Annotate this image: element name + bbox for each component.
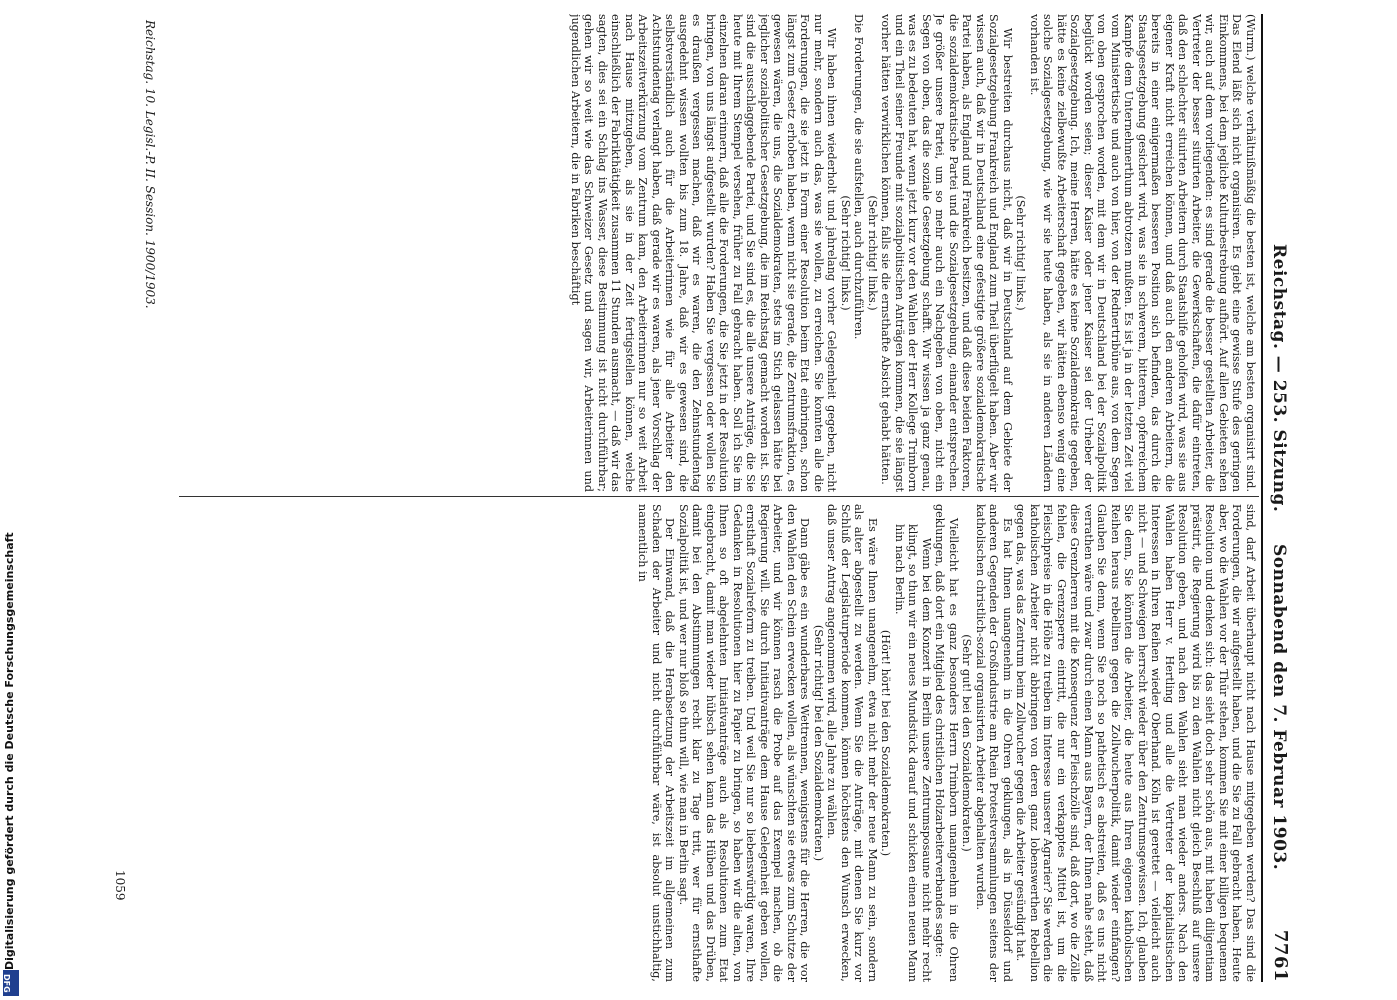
paragraph: Wir bestreiten durchaus nicht, daß wir in Deutschland auf dem Gebiete der Sozialgesetzgebung Frankreich und England zum Theil überflügelt haben. Aber wir wissen auch, daß wir in Deutschland eine gefestigte größere sozialdemokratische Partei haben, als England und Frankreich besitzen, und daß diese beiden Faktoren, die sozialdemokratische Partei und die Sozialgesetzgebung, einander entsprechen. Je größer unsere Partei, um so mehr auch ein Nachgeben von oben, nicht ein Segen von oben, das die soziale Gesetzgebung schafft. Wir wissen ja ganz genau, was es zu bedeuten hat, wenn jetzt kurz vor den Wahlen der Herr Kollege Trimborn und ein Theil seiner Freunde mit sozialpolitischen Anträgen kommen, die sie längst vorher hätten verwirklichen können, falls sie die ernsthafte Absicht gehabt hätten. xyxy=(879,14,1014,492)
paragraph: Die Forderungen, die sie aufstellen, auch durchzuführen. xyxy=(852,14,866,340)
column-divider xyxy=(179,496,1259,497)
credit-strip xyxy=(0,0,22,1000)
paragraph: Der Einwand, daß die Herabsetzung der Arbeitszeit im allgemeinen zum Schaden der Arbeiter und nicht durchführbar wäre, ist absolut unstichhaltig, namentlich in xyxy=(636,504,677,982)
interjection: (Sehr richtig! links.) xyxy=(1014,195,1028,311)
rotated-print-page xyxy=(77,0,1297,1000)
interjection: (Sehr richtig! bei den Sozialdemokraten.) xyxy=(812,624,825,862)
right-column xyxy=(177,504,1257,982)
footer-citation: Reichstag. 10. Legisl.-P. II. Session. 1900/1903. xyxy=(143,20,157,309)
quotation: Wenn bei dem Konzert in Berlin unsere Zentrumsposaune nicht mehr recht klingt, so thun wir ein neues Mundstück darauf und schicken einen neuen Mann hin nach Berlin. xyxy=(893,524,933,982)
interjection: (Sehr gut! bei den Sozialdemokraten.) xyxy=(960,634,974,852)
digitization-credit: Digitalisierung gefördert durch die Deutsche Forschungsgemeinschaft xyxy=(3,532,16,970)
interjection: (Sehr richtig! links.) xyxy=(839,195,852,311)
paragraph: (Wurm.) welche verhältnißmäßig die besten ist, welche am besten organisirt sind. Das Elend läßt sich nicht organisiren. Es giebt eine gewisse Stufe des geringen Einkommens, bei dem jegliche Kulturbestrebung aufhört. Auf allen Gebieten sehen wir, auch auf dem vorliegenden: es sind gerade die besser gestellten Arbeiter, die Vertreter der besser situirten Arbeiter, die Gewerkschaften, die dafür eintreten, daß den schlechter situirten Arbeitern durch Staatshilfe geholfen wird, was sie aus eigener Kraft nicht erreichen können, und daß auch den anderen Arbeitern, die bereits in einer einigermaßen besseren Position sich befinden, das durch die Staatsgesetzgebung gesichert wird, was sie in schwerem, bitterem, opferreichem Kampfe dem Unternehmerthum abtrotzen mußten. Es ist ja in der letzten Zeit viel vom Ministertische und auch von hier, von der Rednertribüne aus, von dem Segen von oben gesprochen worden, mit dem wir in Deutschland bei der Sozialpolitik beglückt worden seien; dieser Kaiser oder jener Kaiser sei der Urheber der Sozialgesetzgebung. Ich, meine Herren, hätte es keine Sozialdemokratie gegeben, hätte es keine zielbewußte Arbeiterschaft gegeben, wir hätten ebenso wenig eine solche Sozialgesetzgebung, wie wir sie heute haben, als sie in anderen Ländern vorhanden ist. xyxy=(1028,14,1257,492)
paragraph: Es wäre Ihnen unangenehm, etwa nicht mehr der neue Mann zu sein, sondern als alter abgestellt zu werden. Wenn Sie die Anträge, mit denen Sie kurz vor Schluß der Legislaturperiode kommen, können höchstens den Wunsch erwecken, daß unser Antrag angenommen wird, alle Jahre zu wählen. xyxy=(825,504,879,982)
interjection: (Sehr richtig! links.) xyxy=(866,195,879,311)
interjection: (Hört! hört! bei den Sozialdemokraten.) xyxy=(879,629,893,857)
paragraph: Dann gäbe es ein wunderbares Wettrennen, wenigstens für die Herren, die vor den Wahlen den Schein erwecken wollen, als wünschten sie etwas zum Schutze der Arbeiter, und wir können rasch die Probe auf das Exempel machen, ob die Regierung will. Sie durch Initiativanträge dem Hause Gelegenheit geben wollen, ernsthaft Sozialreform zu treiben. Und weil Sie nur so liebenswürdig waren, Ihre Gedanken in Resolutionen hier zu Papier zu bringen, so haben wir die alten, von Ihnen so oft abgelehnten Initiativanträge auch als Resolutionen zum Etat eingebracht, damit man wieder hübsch sehen kann das Hüben und das Drüben, damit bei den Abstimmungen recht klar zu Tage tritt, wer für ernsthafte Sozialpolitik ist, und wer nur bloß so thun will, wie man in Berlin sagt. xyxy=(677,504,812,982)
header-rule xyxy=(1261,14,1263,982)
left-column xyxy=(137,14,1257,492)
page-number: 7761 xyxy=(1270,929,1291,982)
paragraph: Vielleicht hat es ganz besonders Herrn Trimborn unangenehm in die Ohren geklungen, daß dort ein Mitglied des christlichen Holzarbeiterverbandes sagte: xyxy=(933,504,960,982)
paragraph: sind, darf Arbeit überhaupt nicht nach Hause mitgegeben werden? Das sind die Forderungen, die wir aufgestellt haben, und die Sie zu Fall gebracht haben. Heute aber, wo die Wahlen vor der Thür stehen, kommen Sie mit einer billigen bequemen Resolution und denken sich: das sieht doch sehr schön aus, mit haben diligentiam prästirt, die Regierung wird bis zu den Wahlen nicht gleich Beschluß auf unsere Resolution geben, und nach den Wahlen sieht man wieder anders. Nach den Wahlen haben Herr v. Hertling und alle die Vertreter der kapitalistischen Interessen in Ihren Reihen wieder Oberhand. Köln ist gerettet — vielleicht auch nicht — und Schweigen herrscht wieder über den Zentrumsgewissen. Ich, glauben Sie denn, Sie könnten die Arbeiter, die heute aus Ihren eigenen katholischen Reihen heraus rebelliren gegen die Zollwucherpolitik, damit wieder einfangen? Glauben Sie denn, wenn Sie noch so pathetisch es abstreiten, daß es uns nicht verrathen wäre und zwar durch einen Mann aus Bayern, der Ihnen nahe steht, daß diese Grenzherren mit die Konsequenz der Fleischzölle sind, daß dort, wo die Zölle fehlen, die Grenzsperre eintritt, die nur ein verkapptes Mittel ist, um die Fleischpreise in die Höhe zu treiben im Interesse unserer Agrarier? Sie werden die katholischen Arbeiter nicht abbringen von deren ganz lobenswerthen Rebellion gegen das, was das Zentrum beim Zollwucher gegen die Arbeiter gesündigt hat. xyxy=(1014,504,1257,982)
header-session-title: Reichstag. — 253. Sitzung. xyxy=(1269,244,1289,513)
paragraph: Es hat Ihnen unangenehm in die Ohren geklungen, als in Düsseldorf und anderen Gegenden der Großindustrie am Rhein Protestversammlungen seitens der katholischen christlich-sozial organisirten Arbeiter abgehalten wurden. xyxy=(974,504,1014,982)
dfg-logo: DFG xyxy=(3,970,19,996)
paragraph: Wir haben ihnen wiederholt und jahrelang vorher Gelegenheit gegeben, nicht nur mehr, sondern auch das, was sie wollen, zu erreichen. Sie konnten alle die Forderungen, die sie jetzt in Form einer Resolution beim Etat einbringen, schon längst zum Gesetz erhoben haben, wenn nicht sie gerade, die Zentrumsfraktion, es gewesen wären, die uns, die Sozialdemokraten, stets im Stich gelassen hätte bei jeglicher sozialpolitischer Gesetzgebung, die im Reichstag gemacht worden ist. Sie sind die ausschlaggebende Partei, und Sie sind es, die alle unsere Anträge, die Sie heute mit Ihrem Stempel versehen, früher zu Fall gebracht haben. Soll ich Sie im einzelnen daran erinnern, daß alle die Forderungen, die Sie jetzt in der Resolution bringen, von uns längst aufgestellt wurden? Haben Sie vergessen oder wollen Sie es draußen vergessen machen, daß wir es waren, die den Zehnstundentag ausgedehnt wissen wollten bis zum 18. Jahre, daß wir es gewesen sind, die selbstverständlich auch für die Arbeiterinnen wie für alle Arbeiter den Achtstundentag verlangt haben, daß gerade wir es waren, als jener Vorschlag der Arbeitszeitverkürzung vom Zentrum kam, den Arbeiterinnen nur so weit Arbeit nach Hause mitzugeben, als sie in der Zeit fertigstellen können, welche einschließlich der Fabrikthätigkeit zusammen 11 Stunden ausmacht, — daß wir das sagten, dies sei ein Schlag ins Wasser, diese Bestimmung ist nicht durchführbar; gehen wir so weit wie das Schweizer Gesetz und sagen wir, Arbeiterinnen und jugendlichen Arbeitern, die in Fabriken beschäftigt xyxy=(569,14,839,492)
header-date: Sonnabend den 7. Februar 1903. xyxy=(1269,544,1289,871)
folio-number: 1059 xyxy=(113,870,127,901)
running-header xyxy=(1265,14,1291,982)
